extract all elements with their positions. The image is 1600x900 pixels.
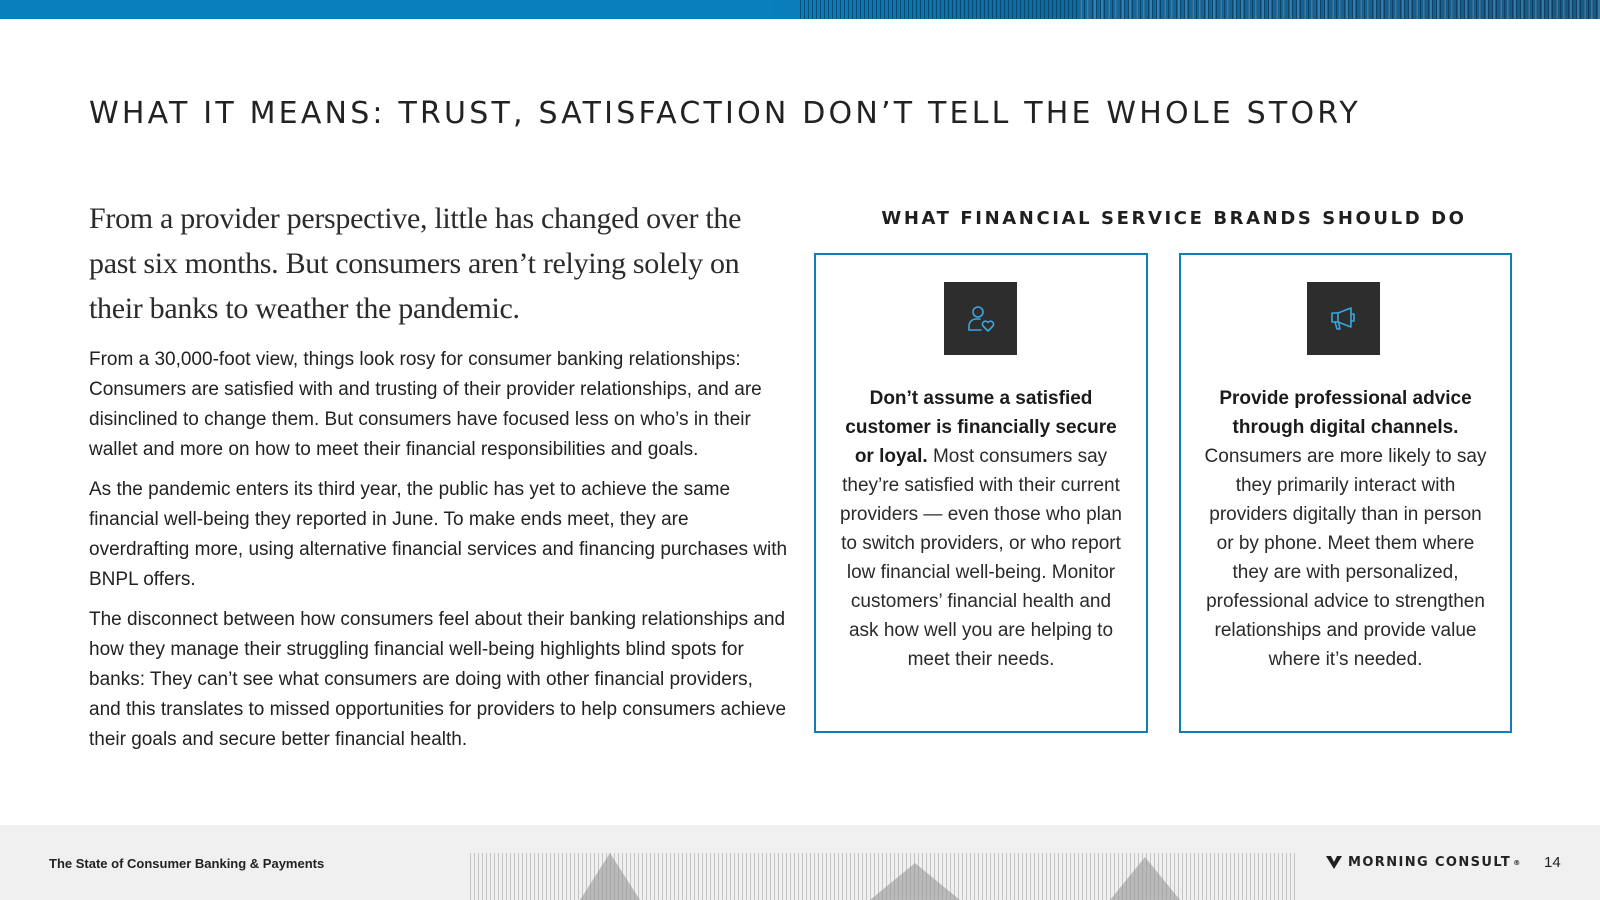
megaphone-icon: [1307, 282, 1380, 355]
brand-name: MORNING CONSULT: [1348, 855, 1512, 870]
page-number: 14: [1544, 854, 1561, 871]
body-paragraph-1: From a 30,000-foot view, things look rosy for consumer banking relationships: Consumers are satisfied with and trusting of their provider relationships, and are disinclined to change them. But consumers have focused less on who’s in their wallet and more on how to meet their financial responsibilities and goals.: [89, 349, 762, 460]
top-band-texture-overlay: [1080, 0, 1600, 19]
brand-logo: [1326, 855, 1520, 870]
report-title: The State of Consumer Banking & Payments: [49, 856, 325, 871]
recommendation-card-2: [1179, 253, 1512, 733]
recommendation-text-2: [1201, 384, 1490, 674]
recommendation-body-1: Most consumers say they’re satisfied with their current providers — even those who plan to switch providers, or who report low financial well-being. Monitor customers’ financial health and ask how well you are helping to meet their needs.: [840, 446, 1122, 670]
footer-art-shape: [1110, 857, 1180, 900]
body-paragraph-2: As the pandemic enters its third year, the public has yet to achieve the same financial well-being they reported in June. To make ends meet, they are overdrafting more, using alternative financial services and financing purchases with BNPL offers.: [89, 479, 788, 590]
lead-paragraph: From a provider perspective, little has changed over the past six months. But consumers aren’t relying solely on their banks to weather the pandemic.: [89, 202, 742, 325]
page-title: WHAT IT MEANS: TRUST, SATISFACTION DON’T TELL THE WHOLE STORY: [89, 96, 1361, 131]
brand-registered-mark: ®: [1513, 858, 1521, 867]
brand-mark-icon: [1326, 856, 1342, 869]
body-paragraph-3: The disconnect between how consumers feel about their banking relationships and how they manage their struggling financial well-being highlights blind spots for banks: They can’t see what consumers are doing with other financial providers, and this translates to missed opportunities for providers to help consumers achieve their goals and secure better financial health.: [89, 609, 787, 750]
footer-decorative-art: [470, 853, 1295, 900]
recommendation-body-2: Consumers are more likely to say they primarily interact with providers digitally than in person or by phone. Meet them where they are with personalized, professional advice to strengthen relationships and provide value where it’s needed.: [1204, 446, 1487, 670]
footer-art-shape: [870, 863, 960, 900]
footer: [0, 825, 1600, 900]
recommendations-heading: WHAT FINANCIAL SERVICE BRANDS SHOULD DO: [881, 208, 1467, 229]
recommendation-card-1: [814, 253, 1148, 733]
footer-art-shape: [580, 853, 640, 900]
recommendation-title-2: Provide professional advice through digital channels.: [1219, 388, 1472, 438]
recommendation-text-1: [836, 384, 1126, 674]
person-heart-icon: [944, 282, 1017, 355]
recommendation-title-1: Don’t assume a satisfied customer is financially secure or loyal.: [845, 388, 1117, 467]
top-accent-band: [0, 0, 1600, 19]
left-column: [89, 196, 789, 765]
